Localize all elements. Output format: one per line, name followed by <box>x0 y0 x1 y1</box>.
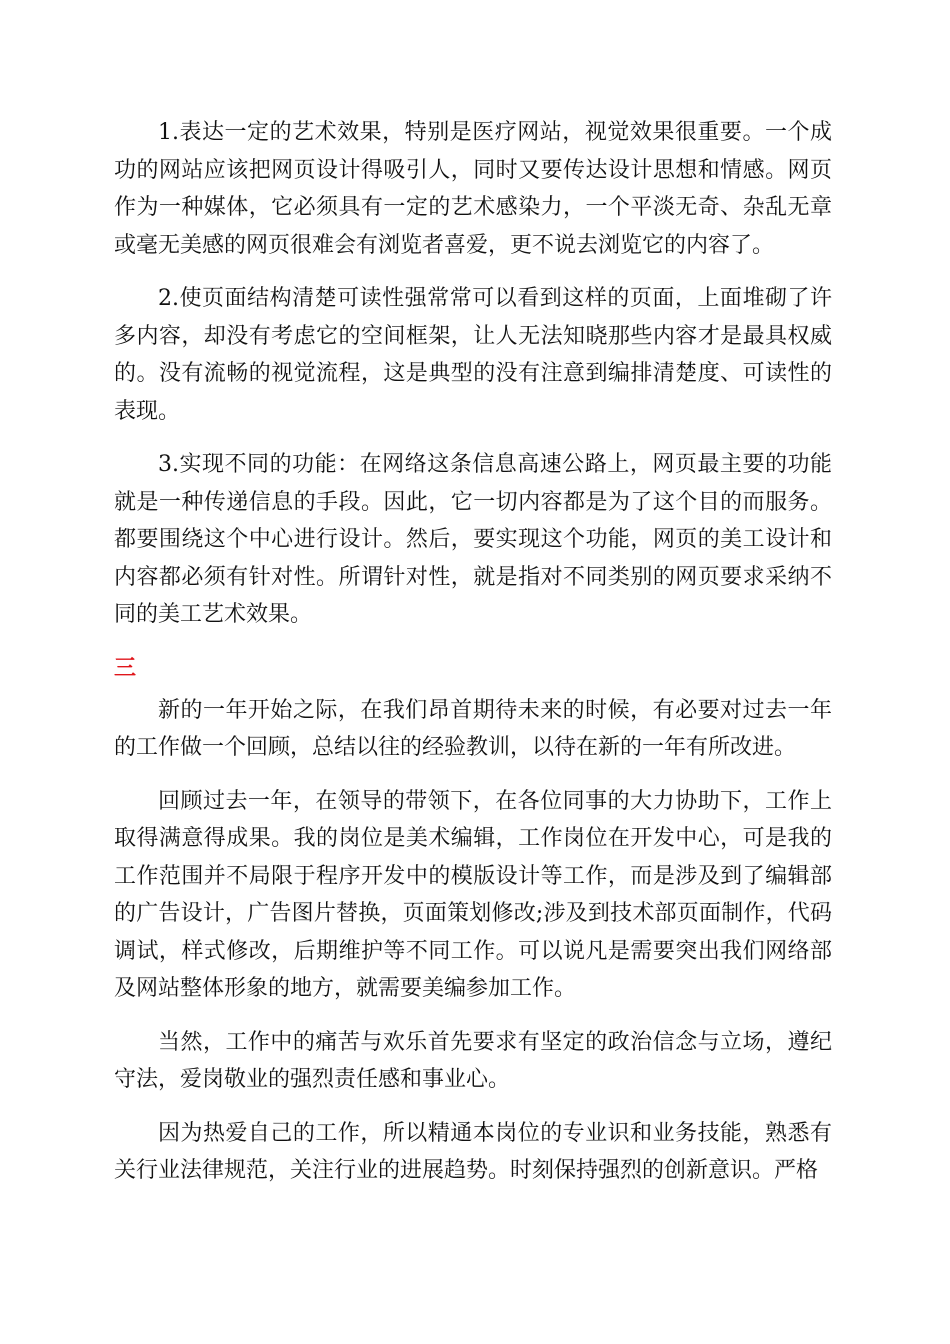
paragraph-attitude: 当然，工作中的痛苦与欢乐首先要求有坚定的政治信念与立场，遵纪守法，爱岗敬业的强烈责任感和事业心。 <box>114 1029 832 1092</box>
paragraph-new-year: 新的一年开始之际，在我们昂首期待未来的时候，有必要对过去一年的工作做一个回顾，总结以往的经验教训，以待在新的一年有所改进。 <box>114 697 832 760</box>
document-page <box>114 114 832 1206</box>
section-heading: 三 <box>114 654 137 681</box>
paragraph-review: 回顾过去一年，在领导的带领下，在各位同事的大力协助下，工作上取得满意得成果。我的岗位是美术编辑，工作岗位在开发中心，可是我的工作范围并不局限于程序开发中的模版设计等工作，而是涉及到了编辑部的广告设计，广告图片替换，页面策划修改;涉及到技术部页面制作，代码调试，样式修改，后期维护等不同工作。可以说凡是需要突出我们网络部及网站整体形象的地方，就需要美编参加工作。 <box>114 788 832 1001</box>
paragraph-love-work: 因为热爱自己的工作，所以精通本岗位的专业识和业务技能，熟悉有关行业法律规范，关注行业的进展趋势。时刻保持强烈的创新意识。严格 <box>114 1120 832 1183</box>
paragraph-functions: 3.实现不同的功能：在网络这条信息高速公路上，网页最主要的功能就是一种传递信息的手段。因此，它一切内容都是为了这个目的而服务。都要围绕这个中心进行设计。然后，要实现这个功能，网页的美工设计和内容都必须有针对性。所谓针对性，就是指对不同类别的网页要求采纳不同的美工艺术效果。 <box>114 452 832 627</box>
paragraph-page-structure: 2.使页面结构清楚可读性强常常可以看到这样的页面，上面堆砌了许多内容，却没有考虑它的空间框架，让人无法知晓那些内容才是最具权威的。没有流畅的视觉流程，这是典型的没有注意到编排清楚度、可读性的表现。 <box>114 286 832 424</box>
paragraph-art-effect: 1.表达一定的艺术效果，特别是医疗网站，视觉效果很重要。一个成功的网站应该把网页设计得吸引人，同时又要传达设计思想和情感。网页作为一种媒体，它必须具有一定的艺术感染力，一个平淡无奇、杂乱无章或毫无美感的网页很难会有浏览者喜爱，更不说去浏览它的内容了。 <box>114 120 832 258</box>
